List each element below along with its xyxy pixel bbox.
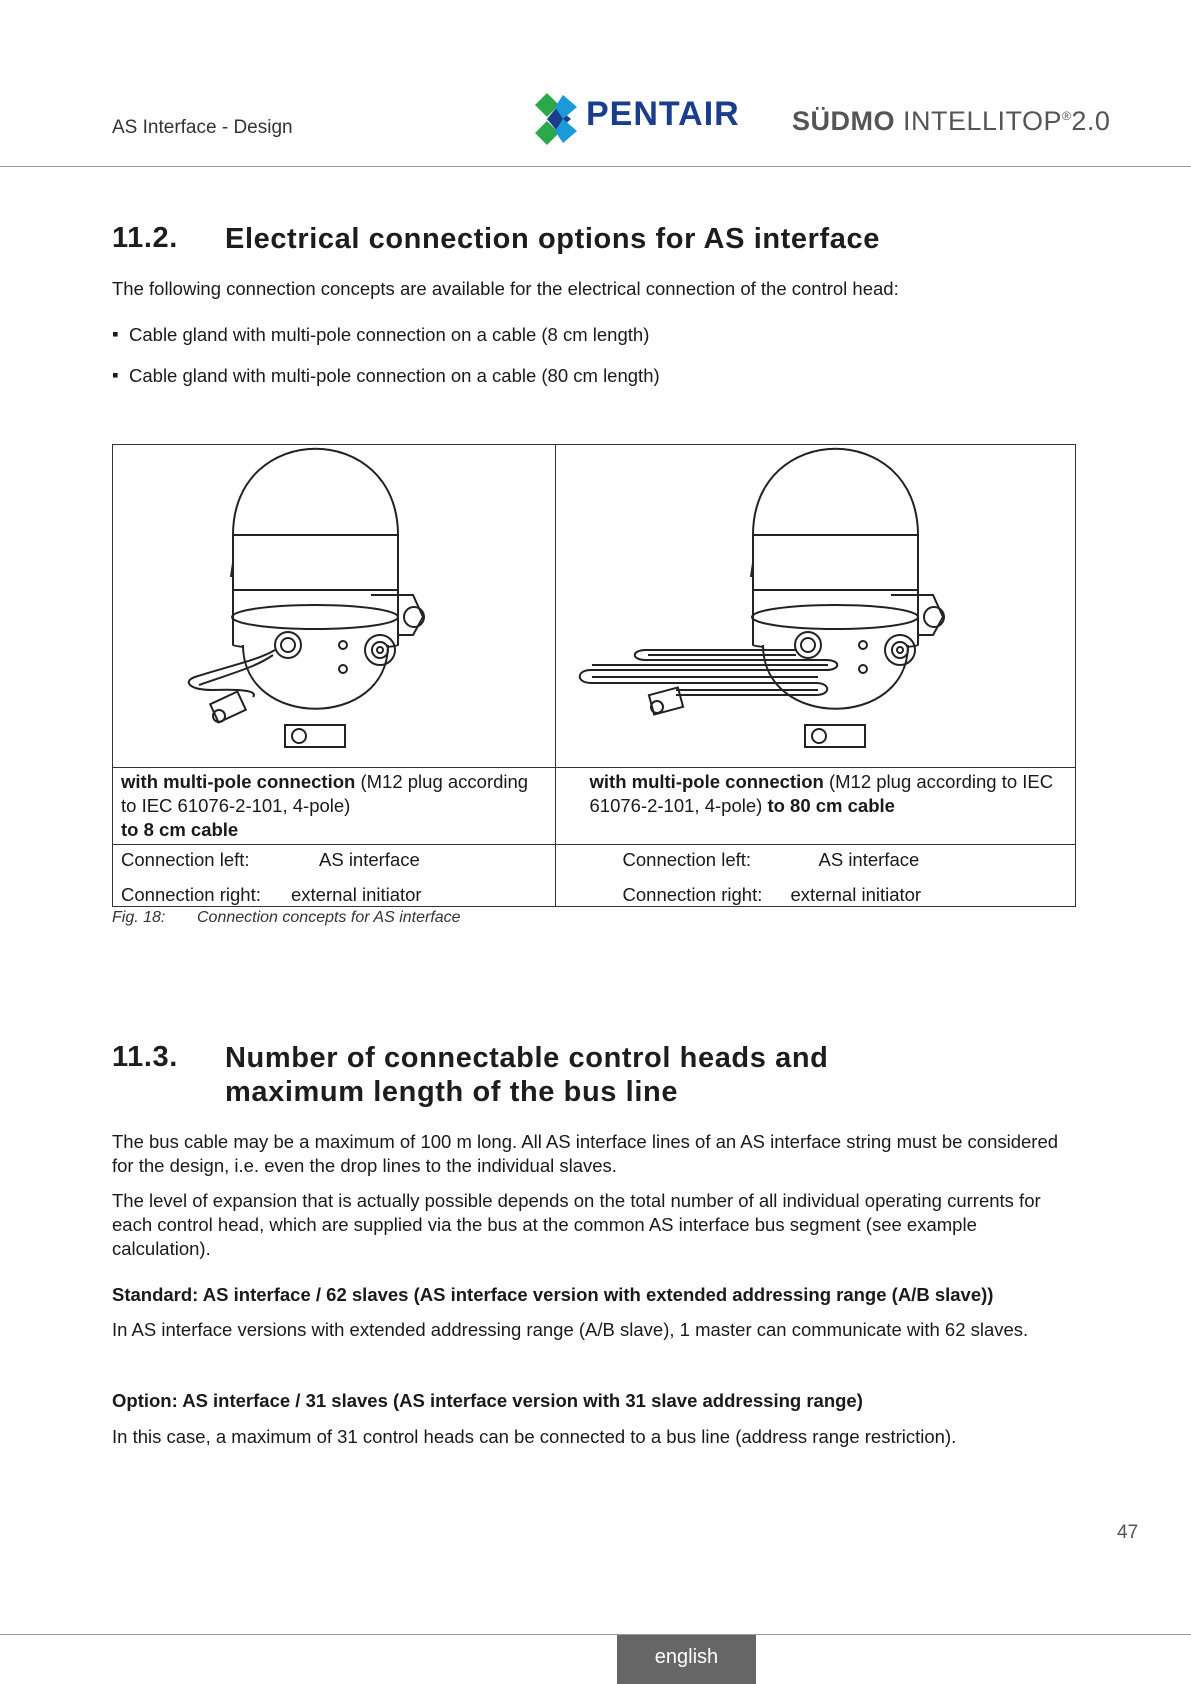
- brand-version: 2.0: [1071, 106, 1111, 136]
- caption-cable-length: to 8 cm cable: [121, 819, 239, 840]
- section-title: Electrical connection options for AS interface: [225, 223, 880, 255]
- figure-caption-left: [113, 768, 556, 845]
- figure-table: [112, 444, 1076, 907]
- conn-left-value: AS interface: [319, 849, 420, 870]
- conn-right-value: external initiator: [790, 884, 922, 905]
- bullet-glyph: ▪: [112, 323, 119, 344]
- control-head-8cm-illustration: [113, 445, 554, 762]
- conn-left-value: AS interface: [818, 849, 920, 870]
- caption-cable-length: to 80 cm cable: [767, 795, 895, 816]
- figure-caption-right: [555, 768, 1076, 845]
- connection-info-left: [113, 845, 556, 907]
- conn-left-label: Connection left:: [622, 849, 752, 870]
- caption-bold: with multi-pole connection: [121, 771, 356, 792]
- figure-caption: [112, 909, 461, 927]
- caption-text: (M12 plug according to IEC 61076-2-101, 4-pole): [121, 771, 529, 816]
- paragraph-standard: In AS interface versions with extended addressing range (A/B slave), 1 master can communicate with 62 slaves.: [112, 1319, 1029, 1340]
- figure-image-left: [113, 445, 556, 768]
- conn-right-label: Connection right:: [622, 884, 763, 905]
- section-heading-11-3: [112, 1041, 1112, 1113]
- section-number: 11.3.: [112, 1041, 178, 1073]
- product-brand: [792, 106, 1110, 137]
- conn-left-label: Connection left:: [121, 849, 250, 870]
- figure-image-right: [555, 445, 1076, 768]
- subheading-standard: Standard: AS interface / 62 slaves (AS interface version with extended addressing range (A/B slave)): [112, 1284, 994, 1305]
- logo-text: PENTAIR: [586, 95, 740, 133]
- figure-label: Fig. 18:: [112, 909, 166, 926]
- connection-info-right: [555, 845, 1076, 907]
- language-tab: english: [617, 1635, 756, 1684]
- bullet-glyph: ▪: [112, 364, 119, 385]
- bullet-text: Cable gland with multi-pole connection on a cable (80 cm length): [129, 365, 660, 386]
- brand-registered: ®: [1062, 109, 1072, 123]
- conn-right-label: Connection right:: [121, 884, 261, 905]
- section-intro: The following connection concepts are available for the electrical connection of the control head:: [112, 278, 899, 299]
- section-title: Number of connectable control heads and maximum length of the bus line: [225, 1042, 829, 1108]
- paragraph-bus-length: The bus cable may be a maximum of 100 m long. All AS interface lines of an AS interface string must be considered for the design, i.e. even the drop lines to the individual slaves.: [112, 1131, 1059, 1176]
- paragraph-expansion: The level of expansion that is actually possible depends on the total number of all individual operating currents for each control head, which are supplied via the bus at the common AS interface bus segment (see example calculation).: [112, 1190, 1041, 1259]
- caption-text: (M12 plug according to IEC 61076-2-101, 4-pole): [589, 771, 1054, 816]
- page-number: 47: [1117, 1522, 1139, 1543]
- brand-product: INTELLITOP: [895, 106, 1063, 136]
- list-item: [112, 324, 1012, 348]
- section-heading-11-2: [112, 222, 1112, 262]
- figure-caption-text: Connection concepts for AS interface: [197, 909, 461, 926]
- header-divider: [0, 166, 1191, 167]
- list-item: [112, 365, 1012, 389]
- conn-right-value: external initiator: [291, 884, 422, 905]
- section-number: 11.2.: [112, 222, 178, 254]
- footer-divider: [0, 1634, 1191, 1635]
- bullet-text: Cable gland with multi-pole connection on a cable (8 cm length): [129, 324, 650, 345]
- pentair-logo-icon: [533, 91, 581, 147]
- paragraph-option: In this case, a maximum of 31 control heads can be connected to a bus line (address range restriction).: [112, 1426, 957, 1447]
- caption-bold: with multi-pole connection: [589, 771, 824, 792]
- header-section-label: AS Interface - Design: [112, 117, 293, 138]
- brand-name: SÜDMO: [792, 106, 895, 136]
- subheading-option: Option: AS interface / 31 slaves (AS interface version with 31 slave addressing range): [112, 1390, 863, 1411]
- control-head-80cm-illustration: [556, 445, 1075, 762]
